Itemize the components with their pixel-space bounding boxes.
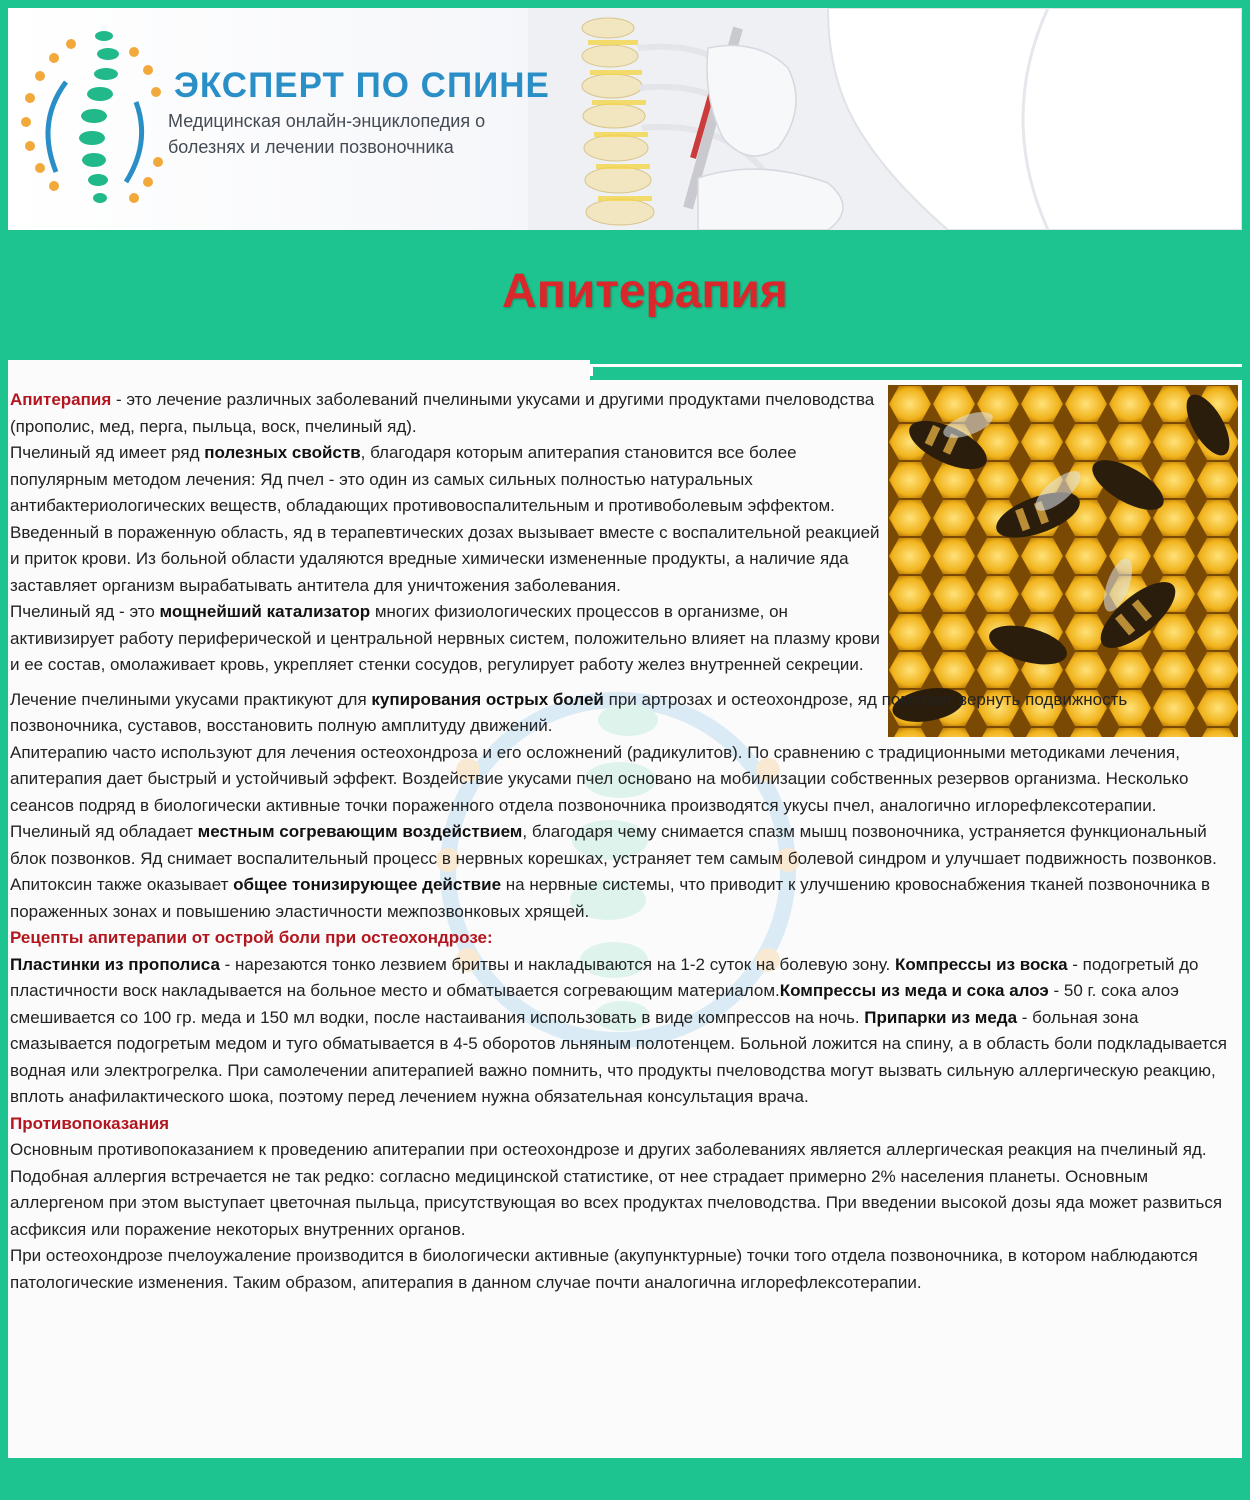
text-fragment: , благодаря которым апитерапия становится все более популярным методом лечения: Яд пчел - это один из самых сильных полностью натуральных антибактериологических веществ, обладающих противовоспалительным и противоболевым эффектом. Введенный в пораженную область, яд в терапевтических дозах вызывает вместе с воспалительной реакцией и приток крови. Из больной области удаляются вредные химически измененные продукты, а наличие яда заставляет организм вырабатывать антитела для уничтожения заболевания. — [10, 443, 880, 595]
bold-phrase: полезных свойств — [204, 443, 361, 462]
spine-logo-icon — [16, 22, 166, 212]
spine-doctor-illustration — [528, 8, 1242, 230]
pain-relief-paragraph — [10, 687, 1240, 740]
recipe-text: - нарезаются тонко лезвием бритвы и накладываются на 1-2 суток на болевую зону. — [219, 954, 895, 974]
site-header — [8, 8, 1242, 230]
recipe-text: - больная зона смазывается подогретым медом и туго обматывается в 4-5 оборотов льняным полотенцем. Больной ложится на спину, а в область боли подкладывается водная или электрогрелка. При самолечении апитерапией важно помнить, что продукты пчеловодства могут вызвать сильную аллергическую реакцию, вплоть анафилактического шока, поэтому перед лечением нужна обязательная консультация врача. — [10, 1007, 1227, 1106]
brand-subtitle: Медицинская онлайн-энциклопедия о болезнях и лечении позвоночника — [168, 111, 486, 157]
text-fragment: Пчелиный яд - это — [10, 602, 160, 621]
contraindications-heading: Противопоказания — [10, 1113, 170, 1133]
recipe-name: Компрессы из воска — [894, 954, 1068, 974]
recipes-heading: Рецепты апитерапии от острой боли при остеохондрозе: — [10, 928, 493, 947]
recipe-name: Пластинки из прополиса — [10, 954, 220, 974]
text-fragment: Апитоксин также оказывает — [10, 875, 234, 894]
bold-phrase: мощнейший катализатор — [159, 602, 371, 621]
article-body — [10, 387, 1240, 1296]
text-fragment: Пчелиный яд имеет ряд — [10, 443, 205, 462]
page-title: Апитерапия — [502, 265, 788, 318]
text-fragment: при артрозах и остеохондрозе, яд помогает вернуть подвижность позвоночника, суставов, восстановить полную амплитуду движений. — [10, 689, 1128, 735]
text-fragment: Лечение пчелиными укусами практикуют для — [10, 689, 372, 709]
text-fragment: , благодаря чему снимается спазм мышц позвоночника, устраняется функциональный блок позвонков. Яд снимает воспалительный процесс в нервных корешках, устраняет тем самым болевой синдром и улучшает подвижность позвонков. — [10, 822, 1217, 868]
recipe-text: - 50 г. сока алоэ смешивается со 100 гр. меда и 150 мл водки, после настаивания использовать в виде компрессов на ночь. — [10, 981, 1179, 1027]
tonic-paragraph — [10, 872, 1240, 925]
bold-phrase: купирования острых болей — [371, 689, 604, 709]
article-panel — [8, 360, 1242, 1458]
text-fragment: многих физиологических процессов в организме, он активизирует работу периферической и центральной нервных систем, положительно влияет на плазму крови и ее состав, омолаживает кровь, укрепляет стенки сосудов, регулирует работу желез внутренней секреции. — [10, 602, 880, 674]
recipe-name: Компрессы из меда и сока алоэ — [779, 981, 1049, 1000]
osteochondrosis-paragraph: Апитерапию часто используют для лечения остеохондроза и его осложнений (радикулитов). По сравнению с традиционными методиками лечения, апитерапия дает быстрый и устойчивый эффект. Воздействие укусами пчел основано на мобилизации собственных резервов организма. Несколько сеансов подряд в биологически активные точки пораженного отдела позвоночника производятся укусы пчел, аналогично иглорефлексотерапии. — [10, 742, 1189, 815]
intro-paragraph — [10, 387, 886, 440]
catalyst-paragraph — [10, 599, 886, 679]
text-fragment: Пчелиный яд обладает — [10, 822, 198, 841]
bold-phrase: местным согревающим воздействием — [197, 822, 523, 841]
recipe-name: Припарки из меда — [864, 1007, 1018, 1027]
recipes-paragraph — [10, 952, 1240, 1111]
term-apitherapy: Апитерапия — [10, 390, 112, 409]
properties-paragraph — [10, 440, 886, 599]
warming-paragraph — [10, 819, 1240, 872]
frame-notch-line — [590, 364, 1242, 376]
bold-phrase: общее тонизирующее действие — [233, 875, 502, 894]
brand-title: ЭКСПЕРТ ПО СПИНЕ — [174, 66, 550, 105]
acupuncture-paragraph: При остеохондрозе пчелоужаление производится в биологически активные (акупунктурные) точки того отдела позвоночника, в котором наблюдаются патологические изменения. Таким образом, апитерапия в данном случае почти аналогична иглорефлексотерапии. — [10, 1246, 1198, 1292]
text-fragment: на нервные системы, что приводит к улучшению кровоснабжения тканей позвоночника в пораженных зонах и повышению эластичности межпозвонковых хрящей. — [10, 875, 1211, 921]
intro-text: - это лечение различных заболеваний пчелиными укусами и другими продуктами пчеловодства (прополис, мед, перга, пыльца, воск, пчелиный яд). — [10, 390, 875, 436]
contraindications-paragraph: Основным противопоказанием к проведению апитерапии при остеохондрозе и других заболеваниях является аллергическая реакция на пчелиный яд. Подобная аллергия встречается не так редко: согласно медицинской статистике, от нее страдает примерно 2% населения планеты. Основным аллергеном при этом выступает цветочная пыльца, присутствующая во всех продуктах пчеловодства. При введении высокой дозы яда может развиться асфиксия или поражение некоторых внутренних органов. — [10, 1140, 1223, 1239]
recipe-text: - подогретый до пластичности воск накладывается на больное место и обматывается согревающим материалом. — [10, 954, 1199, 1000]
